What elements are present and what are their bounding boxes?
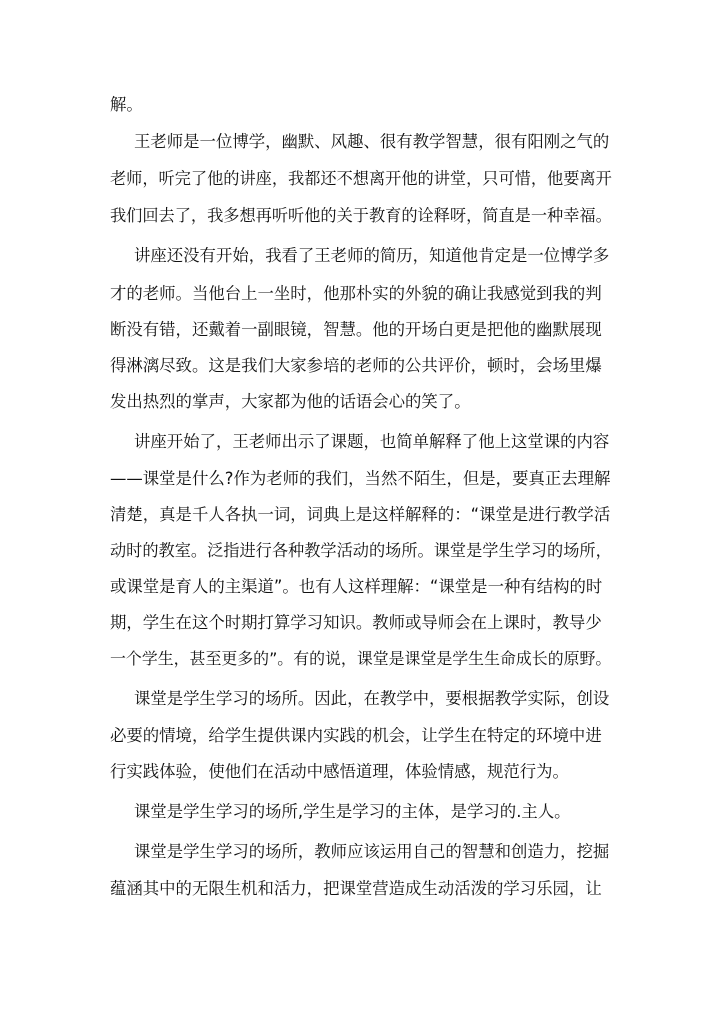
paragraph-first-line: 课堂是学生学习的场所,学生是学习的主体，是学习的.主人。 bbox=[134, 802, 571, 821]
text-line: 才的老师。当他台上一坐时，他那朴实的外貌的确让我感觉到我的判 bbox=[110, 284, 602, 303]
paragraph-first-line: 课堂是学生学习的场所。因此，在教学中，要根据教学实际，创设 bbox=[134, 689, 610, 708]
text-line: 一个学生，甚至更多的”。有的说，课堂是课堂是学生生命成长的原野。 bbox=[110, 649, 612, 668]
text-line: 解。 bbox=[110, 95, 143, 114]
text-line: ——课堂是什么?作为老师的我们，当然不陌生，但是，要真正去理解 bbox=[110, 469, 611, 488]
paragraph-first-line: 讲座还没有开始，我看了王老师的简历，知道他肯定是一位博学多 bbox=[134, 246, 610, 265]
paragraph-first-line: 讲座开始了，王老师出示了课题，也简单解释了他上这堂课的内容 bbox=[134, 432, 610, 451]
text-line: 必要的情境，给学生提供课内实践的机会，让学生在特定的环境中进 bbox=[110, 726, 602, 745]
text-line: 蕴涵其中的无限生机和活力，把课堂营造成生动活泼的学习乐园，让 bbox=[110, 879, 602, 898]
text-line: 动时的教室。泛指进行各种教学活动的场所。课堂是学生学习的场所， bbox=[110, 541, 612, 560]
text-line: 我们回去了，我多想再听听他的关于教育的诠释呀，简直是一种幸福。 bbox=[110, 206, 612, 225]
text-line: 或课堂是育人的主渠道”。也有人这样理解：“课堂是一种有结构的时 bbox=[110, 577, 603, 596]
text-line: 老师，听完了他的讲座，我都还不想离开他的讲堂，只可惜，他要离开 bbox=[110, 169, 612, 188]
text-line: 发出热烈的掌声，大家都为他的话语会心的笑了。 bbox=[110, 392, 471, 411]
paragraph-first-line: 王老师是一位博学，幽默、风趣、很有教学智慧，很有阳刚之气的 bbox=[134, 132, 610, 151]
text-line: 清楚，真是千人各执一词，词典上是这样解释的：“课堂是进行教学活 bbox=[110, 505, 611, 524]
text-line: 期，学生在这个时期打算学习知识。教师或导师会在上课时，教导少 bbox=[110, 613, 602, 632]
paragraph-first-line: 课堂是学生学习的场所，教师应该运用自己的智慧和创造力，挖掘 bbox=[134, 842, 610, 861]
text-line: 断没有错，还戴着一副眼镜，智慧。他的开场白更是把他的幽默展现 bbox=[110, 320, 602, 339]
text-line: 得淋漓尽致。这是我们大家参培的老师的公共评价，顿时，会场里爆 bbox=[110, 356, 602, 375]
text-line: 行实践体验，使他们在活动中感悟道理，体验情感，规范行为。 bbox=[110, 762, 569, 781]
